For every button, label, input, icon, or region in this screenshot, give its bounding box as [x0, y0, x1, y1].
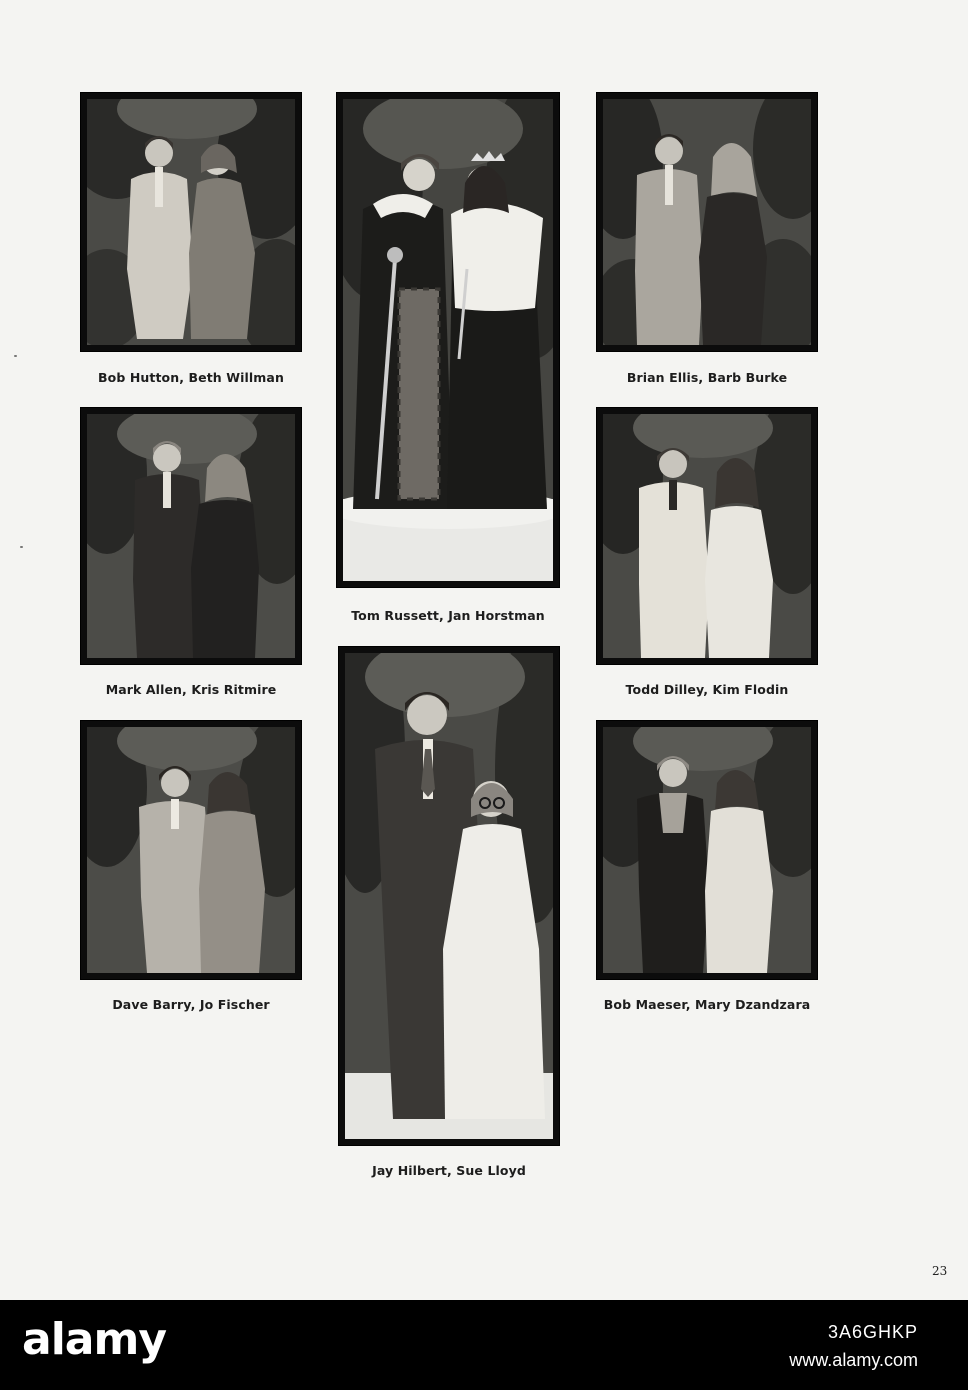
photo-image — [603, 727, 811, 973]
photo-caption: Mark Allen, Kris Ritmire — [105, 682, 277, 697]
photo-dilley-flodin — [596, 407, 818, 665]
photo-image — [87, 727, 295, 973]
photo-ellis-burke — [596, 92, 818, 352]
watermark-banner — [0, 1300, 968, 1390]
photo-caption: Tom Russett, Jan Horstman — [351, 608, 545, 623]
photo-caption: Jay Hilbert, Sue Lloyd — [372, 1163, 526, 1178]
photo-maeser-dzandzara — [596, 720, 818, 980]
print-speck — [14, 355, 17, 357]
photo-image — [345, 653, 553, 1139]
photo-hilbert-lloyd — [338, 646, 560, 1146]
photo-caption: Dave Barry, Jo Fischer — [112, 997, 270, 1012]
photo-image — [87, 414, 295, 658]
photo-image — [87, 99, 295, 345]
photo-caption: Brian Ellis, Barb Burke — [626, 370, 788, 385]
photo-image — [603, 414, 811, 658]
photo-russett-horstman — [336, 92, 560, 588]
photo-hutton-willman — [80, 92, 302, 352]
image-code: 3A6GHKP — [827, 1322, 918, 1342]
photo-barry-fischer — [80, 720, 302, 980]
page-number: 23 — [932, 1264, 948, 1278]
photo-caption: Bob Hutton, Beth Willman — [98, 370, 284, 385]
photo-caption: Todd Dilley, Kim Flodin — [625, 682, 789, 697]
photo-image — [343, 99, 553, 581]
print-speck — [20, 546, 23, 548]
photo-allen-ritmire — [80, 407, 302, 665]
photo-caption: Bob Maeser, Mary Dzandzara — [603, 997, 811, 1012]
photo-image — [603, 99, 811, 345]
watermark-url: www.alamy.com — [789, 1350, 918, 1370]
alamy-logo: alamy — [22, 1314, 166, 1365]
